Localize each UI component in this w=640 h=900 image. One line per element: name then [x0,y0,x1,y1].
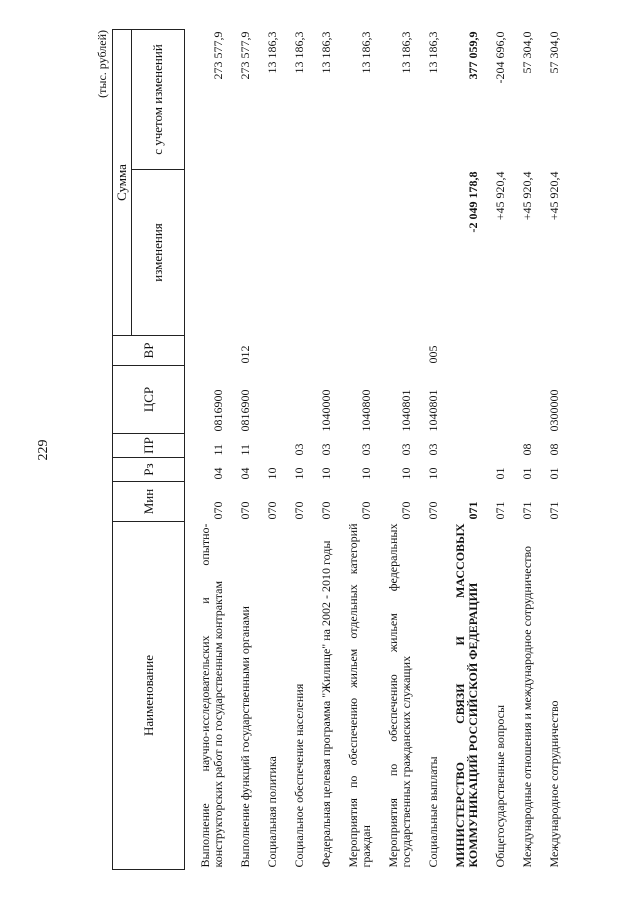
header-name: Наименование [113,522,185,870]
row-pr: 08 [520,443,534,456]
row-spacer [279,30,293,870]
row-vr: 012 [238,345,252,364]
spacer-cell [373,30,387,870]
table-row [293,30,306,870]
spacer-cell [185,30,200,870]
row-rz: 10 [292,467,306,480]
row-change: +45 920,4 [547,171,561,221]
row-spacer [225,30,239,870]
row-rz: 10 [426,467,440,480]
row-pr [266,434,279,458]
row-pr: 03 [319,443,333,456]
row-vr [494,336,507,366]
row-name: Выполнение научно-исследовательских и опытно-конструкторских работ по государственным контрактам [198,523,225,868]
row-spacer [185,30,200,870]
table-header [113,30,185,870]
row-vr [548,336,561,366]
table-row [387,30,413,870]
row-rz: 10 [399,467,413,480]
row-spacer [306,30,320,870]
spacer-cell [333,30,347,870]
row-with-change: 13 186,3 [359,31,373,74]
row-change [266,170,279,336]
row-vr [199,336,225,366]
header-with-change: с учетом изменений [132,30,185,170]
row-name: Социальные выплаты [426,756,440,868]
row-csr: 0816900 [211,389,225,432]
header-sum: Сумма [113,30,132,336]
row-vr [320,336,333,366]
table-row [199,30,225,870]
row-name: Выполнение функций государственными органами [238,606,252,868]
row-with-change: 273 577,9 [211,31,225,80]
rotated-table-area [95,30,561,870]
table-row [347,30,373,870]
row-name: Мероприятия по обеспечению жильем федеральных государственных гражданских служащих [386,523,413,868]
spacer-cell [534,30,548,870]
row-spacer [373,30,387,870]
table-row [494,30,507,870]
row-vr [521,336,534,366]
row-min: 070 [359,501,373,520]
table-row [548,30,561,870]
row-vr [387,336,413,366]
row-min: 070 [211,501,225,520]
row-change [199,170,225,336]
row-name: Социальное обеспечение населения [292,683,306,868]
row-with-change: 273 577,9 [238,31,252,80]
row-rz: 10 [359,467,373,480]
row-rz: 10 [265,467,279,480]
row-change [320,170,333,336]
row-change: +45 920,4 [520,171,534,221]
header-change: изменения [132,170,185,336]
header-vr: ВР [113,336,185,366]
row-min: 071 [493,501,507,520]
row-spacer [252,30,266,870]
row-with-change: -204 696,0 [493,31,507,84]
table-row [239,30,252,870]
row-pr: 08 [547,443,561,456]
row-with-change: 13 186,3 [265,31,279,74]
row-with-change: 57 304,0 [520,31,534,74]
row-rz [454,458,480,482]
row-min: 070 [426,501,440,520]
row-csr: 1040801 [399,389,413,432]
page-number: 229 [36,439,51,461]
spacer-cell [413,30,427,870]
row-vr: 005 [426,345,440,364]
row-name: Международное сотрудничество [547,700,561,868]
row-pr: 03 [426,443,440,456]
row-name: Социальная политика [265,756,279,868]
row-vr [454,336,480,366]
row-csr [266,366,279,434]
table-row [320,30,333,870]
row-change [387,170,413,336]
row-spacer [440,30,454,870]
row-spacer [480,30,494,870]
row-min: 070 [265,501,279,520]
row-name: Общегосударственные вопросы [493,704,507,868]
row-change [347,170,373,336]
row-change: +45 920,4 [493,171,507,221]
row-with-change: 13 186,3 [399,31,413,74]
row-csr [293,366,306,434]
header-rz: Рз [113,458,185,482]
row-min: 071 [547,501,561,520]
row-csr: 1040000 [319,389,333,432]
spacer-cell [480,30,494,870]
row-change: -2 049 178,8 [466,171,480,233]
row-with-change: 13 186,3 [292,31,306,74]
row-csr: 0816900 [238,389,252,432]
row-change [293,170,306,336]
row-pr [454,434,480,458]
row-name: МИНИСТЕРСТВО СВЯЗИ И МАССОВЫХ КОММУНИКАЦИЙ РОССИЙСКОЙ ФЕДЕРАЦИИ [453,523,480,868]
row-min: 070 [399,501,413,520]
row-spacer [534,30,548,870]
row-csr [494,366,507,434]
row-pr: 11 [238,443,252,456]
row-name: Мероприятия по обеспечению жильем отдельных категорий граждан [346,523,373,868]
spacer-cell [279,30,293,870]
row-pr [494,434,507,458]
row-rz: 04 [238,467,252,480]
row-rz: 01 [493,467,507,480]
row-change [239,170,252,336]
units-note: (тыс. рублей) [95,30,109,98]
header-pr: ПР [113,434,185,458]
table-body [185,30,562,870]
header-csr: ЦСР [113,366,185,434]
row-with-change: 13 186,3 [426,31,440,74]
row-csr: 0300000 [547,389,561,432]
spacer-cell [507,30,521,870]
row-change [427,170,440,336]
row-pr: 03 [292,443,306,456]
row-min: 070 [238,501,252,520]
row-min: 070 [292,501,306,520]
row-with-change: 377 059,9 [466,31,480,80]
row-rz: 01 [520,467,534,480]
row-with-change: 13 186,3 [319,31,333,74]
row-vr [347,336,373,366]
table-row [521,30,534,870]
row-min: 071 [466,501,480,520]
row-vr [293,336,306,366]
table-row [427,30,440,870]
row-rz: 01 [547,467,561,480]
row-vr [266,336,279,366]
spacer-cell [306,30,320,870]
row-name: Федеральная целевая программа "Жилище" на 2002 - 2010 годы [319,540,333,868]
row-csr: 1040800 [359,389,373,432]
row-pr: 03 [359,443,373,456]
header-min: Мин [113,482,185,522]
row-csr: 1040801 [426,389,440,432]
row-pr: 03 [399,443,413,456]
row-rz: 04 [211,467,225,480]
row-spacer [413,30,427,870]
spacer-cell [252,30,266,870]
row-pr: 11 [211,443,225,456]
spacer-cell [225,30,239,870]
row-csr [521,366,534,434]
row-min: 070 [319,501,333,520]
row-spacer [507,30,521,870]
row-with-change: 57 304,0 [547,31,561,74]
row-rz: 10 [319,467,333,480]
row-name: Международные отношения и международное сотрудничество [520,545,534,868]
table-row [266,30,279,870]
budget-table [112,29,561,870]
row-csr [454,366,480,434]
spacer-cell [440,30,454,870]
row-spacer [333,30,347,870]
row-min: 071 [520,501,534,520]
table-row [454,30,480,870]
